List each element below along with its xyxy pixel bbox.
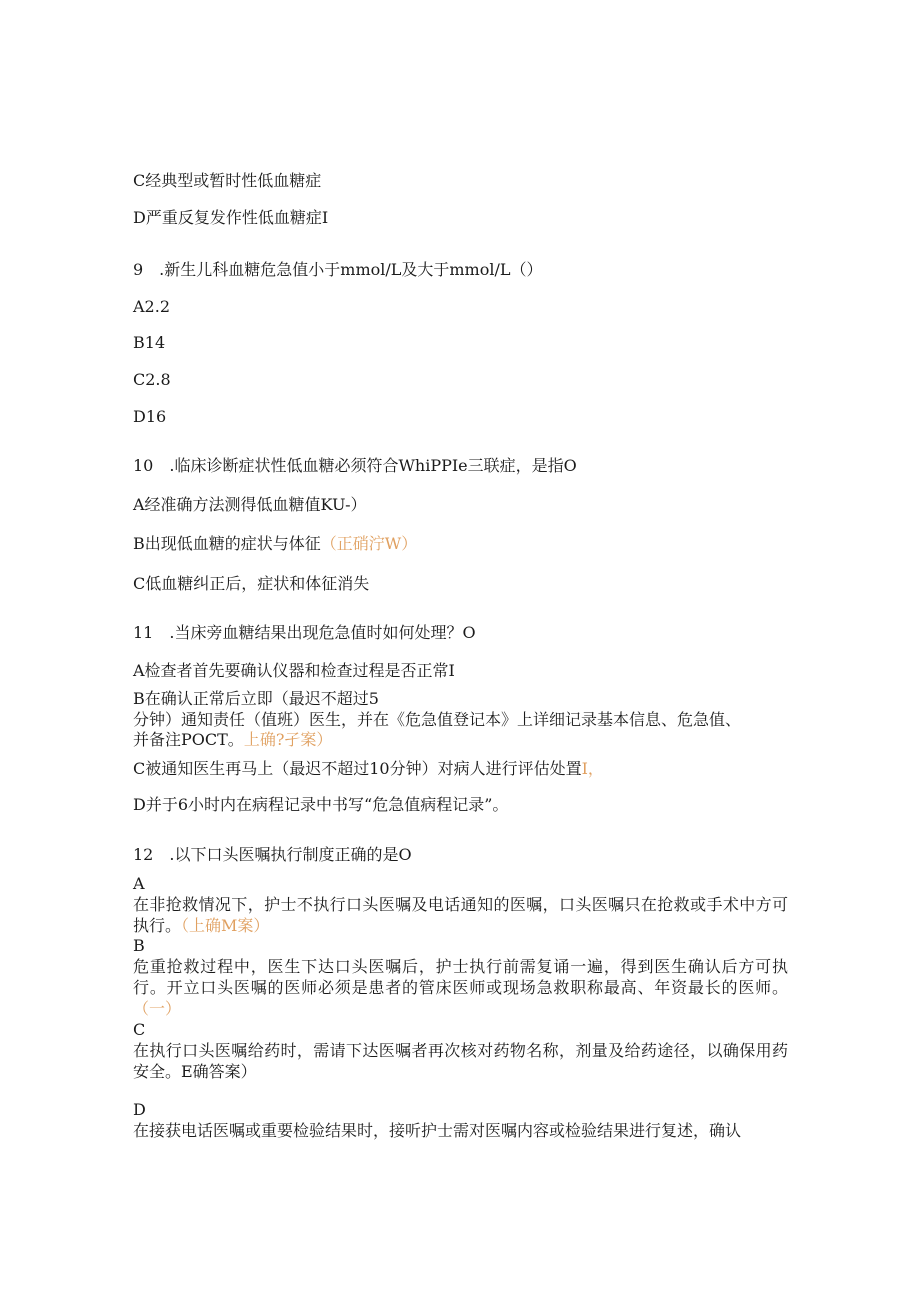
q12-option-c-text: 在执行口头医嘱给药时，需请下达医嘱者再次核对药物名称，剂量及给药途径，以确保用药安全。E确答案） (133, 1041, 788, 1081)
answer-mark: （一） (133, 999, 182, 1018)
q11-option-b-line2: 分钟）通知责任（值班）医生，并在《危急值登记本》上详细记录基本信息、危急值、 (133, 710, 742, 729)
q11-option-b-line3-text: 并备注POCT。 (133, 730, 244, 749)
q9-stem: 9 .新生儿科血糖危急值小于mmol/L及大于mmol/L（） (133, 260, 543, 279)
q11-option-c-text: C被通知医生再马上（最迟不超过10分钟）对病人进行评估处置 (133, 759, 582, 778)
answer-mark: 上确?孑案） (243, 730, 333, 749)
q9-option-a: A2.2 (133, 297, 170, 316)
answer-mark: （正硝泞W） (320, 534, 418, 553)
q10-option-c: C低血糖纠正后，症状和体征消失 (133, 574, 370, 593)
q12-option-a-body: 在非抢救情况下，护士不执行口头医嘱及电话通知的医嘱，口头医嘱只在抢救或手术中方可执行。 (133, 895, 788, 935)
q11-stem: 11 .当床旁血糖结果出现危急值时如何处理？O (133, 623, 476, 642)
q12-option-b-text (133, 956, 788, 1019)
q8-option-d: D严重反复发作性低血糖症I (133, 208, 329, 227)
q9-option-c: C2.8 (133, 370, 171, 389)
q11-option-b-line3 (133, 729, 793, 750)
q12-stem: 12 .以下口头医嘱执行制度正确的是O (133, 845, 412, 864)
q8-option-c: C经典型或暂时性低血糖症 (133, 171, 322, 190)
answer-mark: I， (581, 759, 604, 778)
q11-option-a: A检查者首先要确认仪器和检查过程是否正常I (133, 661, 455, 680)
q10-option-b-text: B出现低血糖的症状与体征 (133, 534, 321, 553)
q12-option-d-letter: D (133, 1100, 146, 1119)
q12-option-b-letter: B (133, 936, 145, 955)
q12-option-c-letter: C (133, 1020, 146, 1039)
q10-option-b (133, 533, 793, 554)
q9-option-b: B14 (133, 333, 166, 352)
q11-option-d: D并于6小时内在病程记录中书写“危急值病程记录”。 (133, 795, 509, 814)
q12-option-b-body: 危重抢救过程中，医生下达口头医嘱后，护士执行前需复诵一遍，得到医生确认后方可执行。开立口头医嘱的医师必须是患者的管床医师或现场急救职称最高、年资最长的医师。 (133, 957, 788, 997)
q11-option-b-line1: B在确认正常后立即（最迟不超过5 (133, 689, 379, 708)
q12-option-d-text: 在接获电话医嘱或重要检验结果时，接听护士需对医嘱内容或检验结果进行复述，确认 (133, 1121, 742, 1140)
q10-option-a: A经准确方法测得低血糖值KU-） (133, 495, 367, 514)
q11-option-c (133, 758, 793, 779)
answer-mark: （上确M案） (181, 916, 270, 935)
q9-option-d: D16 (133, 407, 167, 426)
q12-option-a-text (133, 894, 788, 936)
q10-stem: 10 .临床诊断症状性低血糖必须符合WhiPPIe三联症，是指O (133, 456, 577, 475)
q12-option-a-letter: A (133, 874, 145, 893)
